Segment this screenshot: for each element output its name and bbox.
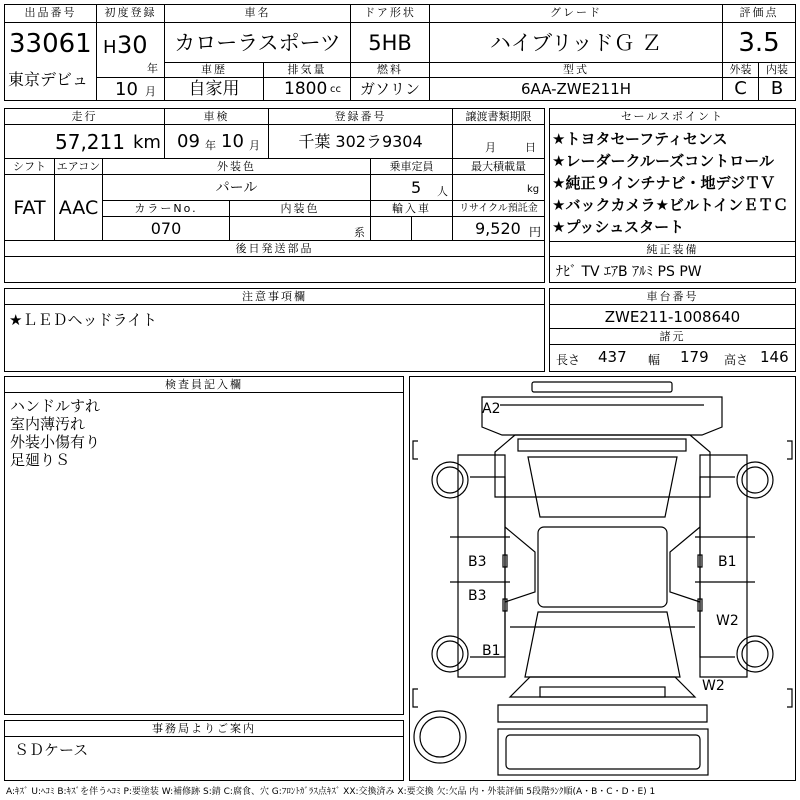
interior-header: 内装	[759, 63, 795, 78]
capacity-value: 5	[411, 178, 422, 197]
mileage-value: 57,211	[55, 130, 125, 154]
inspector-header: 検査員記入欄	[5, 377, 403, 393]
dimensions-header: 諸元	[550, 329, 795, 345]
door-header: ドア形状	[351, 5, 430, 23]
later-parts-header: 後日発送部品	[5, 241, 544, 257]
import	[371, 217, 453, 241]
damage-mark-a2: A2	[482, 401, 501, 417]
color: パール	[103, 175, 371, 201]
first-registration-header: 初度登録	[97, 5, 165, 23]
capacity	[371, 175, 453, 201]
color-no: 070	[103, 217, 230, 241]
inspector-line-3: 外装小傷有り	[10, 433, 101, 451]
door-type: 5HB	[351, 23, 430, 63]
notes-header: 注意事項欄	[5, 289, 544, 305]
mileage-header: 走行	[5, 109, 165, 125]
selling-point-4: ★バックカメラ★ビルトインＥＴＣ	[552, 196, 789, 214]
selling-point-3: ★純正９インチナビ・地デジＴＶ	[552, 174, 776, 192]
model-header: 型式	[430, 63, 723, 78]
equipment-header: 純正装備	[550, 241, 795, 257]
inspection-year: 09	[177, 131, 200, 152]
inspection-date	[165, 125, 269, 159]
fuel-header: 燃料	[351, 63, 430, 78]
era: H	[103, 37, 117, 58]
inspection-month-unit: 月	[249, 139, 260, 152]
equipment: ﾅﾋﾞ TV ｴｱB ｱﾙﾐ PS PW	[556, 264, 702, 280]
chassis-header: 車台番号	[550, 289, 795, 305]
import-header: 輸入車	[371, 201, 453, 217]
plate-number: 千葉 302ラ9304	[269, 125, 453, 159]
selling-point-5: ★プッシュスタート	[552, 218, 685, 236]
rating: 3.5	[723, 23, 795, 63]
selling-points-header: セールスポイント	[550, 109, 795, 125]
damage-mark-b1-right: B1	[718, 554, 737, 570]
office-note: ＳＤケース	[14, 741, 89, 759]
displacement-value: 1800	[284, 79, 328, 99]
interior-color	[230, 217, 371, 241]
aircon: AAC	[55, 175, 103, 241]
shift-header: シフト	[5, 159, 55, 175]
car-diagram	[409, 376, 796, 781]
capacity-unit: 人	[437, 185, 448, 198]
car-name: カローラスポーツ	[165, 23, 351, 63]
history: 自家用	[165, 78, 264, 100]
chassis-number: ZWE211-1008640	[550, 305, 795, 329]
color-header: 外装色	[103, 159, 371, 175]
car-outline	[410, 377, 795, 780]
width-label: 幅	[648, 353, 661, 367]
damage-mark-w2-right: W2	[716, 613, 739, 629]
interior-color-unit: 系	[354, 226, 365, 239]
inspector-line-1: ハンドルすれ	[10, 397, 101, 415]
exterior-header: 外装	[723, 63, 759, 78]
selling-point-1: ★トヨタセーフティセンス	[552, 130, 728, 148]
lot-number: 33061	[5, 23, 97, 65]
year: 30	[117, 31, 148, 59]
length-value: 437	[598, 348, 627, 366]
damage-mark-b3-front: B3	[468, 554, 487, 570]
plate-header: 登録番号	[269, 109, 453, 125]
fuel: ガソリン	[351, 78, 430, 100]
shift: FAT	[5, 175, 55, 241]
exterior-score: C	[723, 78, 759, 100]
inspection-month: 10	[221, 131, 244, 152]
displacement	[264, 78, 351, 100]
damage-mark-w2-rear: W2	[702, 678, 725, 694]
height-label: 高さ	[724, 353, 749, 367]
grade: ハイブリッドＧ Ｚ	[430, 23, 723, 63]
transfer-day-unit: 日	[525, 141, 536, 154]
recycle-value: 9,520	[475, 219, 521, 238]
max-load-unit: kg	[527, 184, 540, 195]
recycle-header: リサイクル預託金	[453, 201, 544, 217]
aircon-header: エアコン	[55, 159, 103, 175]
max-load	[453, 175, 544, 201]
venue-name: 東京デビュ	[5, 65, 97, 100]
transfer-month-unit: 月	[485, 141, 496, 154]
inspector-line-2: 室内薄汚れ	[10, 415, 86, 433]
rating-header: 評価点	[723, 5, 795, 23]
recycle-unit: 円	[529, 225, 542, 239]
year-unit: 年	[147, 62, 158, 75]
office-header: 事務局よりご案内	[5, 721, 403, 737]
damage-mark-b1-left: B1	[482, 643, 501, 659]
length-label: 長さ	[556, 353, 581, 367]
displacement-unit: cc	[330, 84, 341, 95]
mileage	[5, 125, 165, 159]
inspector-line-4: 足廻りＳ	[10, 451, 71, 469]
model: 6AA-ZWE211H	[430, 78, 723, 100]
transfer-deadline-header: 譲渡書類期限	[453, 109, 544, 125]
max-load-header: 最大積載量	[453, 159, 544, 175]
displacement-header: 排気量	[264, 63, 351, 78]
inspection-header: 車検	[165, 109, 269, 125]
interior-score: B	[770, 78, 784, 99]
selling-point-2: ★レーダークルーズコントロール	[552, 152, 774, 170]
height-value: 146	[760, 348, 789, 366]
notes: ★ＬＥＤヘッドライト	[9, 311, 157, 329]
month-unit: 月	[145, 85, 156, 98]
lot-number-header: 出品番号	[5, 5, 97, 23]
inspection-year-unit: 年	[205, 139, 216, 152]
damage-mark-b3-rear: B3	[468, 588, 487, 604]
later-parts	[5, 257, 544, 282]
mileage-unit: km	[133, 132, 161, 153]
transfer-deadline	[453, 125, 544, 159]
first-registration-month	[97, 78, 165, 100]
capacity-header: 乗車定員	[371, 159, 453, 175]
interior-color-header: 内装色	[230, 201, 371, 217]
car-name-header: 車名	[165, 5, 351, 23]
recycle-fee	[453, 217, 544, 241]
legend: A:ｷｽﾞ U:ﾍｺﾐ B:ｷｽﾞを伴うﾍｺﾐ P:要塗装 W:補修跡 S:錆 C:腐食、穴 G:ﾌﾛﾝﾄｶﾞﾗｽ点ｷｽﾞ XX:交換済み X:要交換 欠:欠品 内・外装評価 5段階ﾗﾝｸ順(A・B・C・D・E) 1	[6, 787, 656, 797]
first-registration-year	[97, 23, 165, 78]
grade-header: グレード	[430, 5, 723, 23]
history-header: 車歴	[165, 63, 264, 78]
month: 10	[115, 79, 138, 100]
color-no-header: カラーNo.	[103, 201, 230, 217]
width-value: 179	[680, 348, 709, 366]
